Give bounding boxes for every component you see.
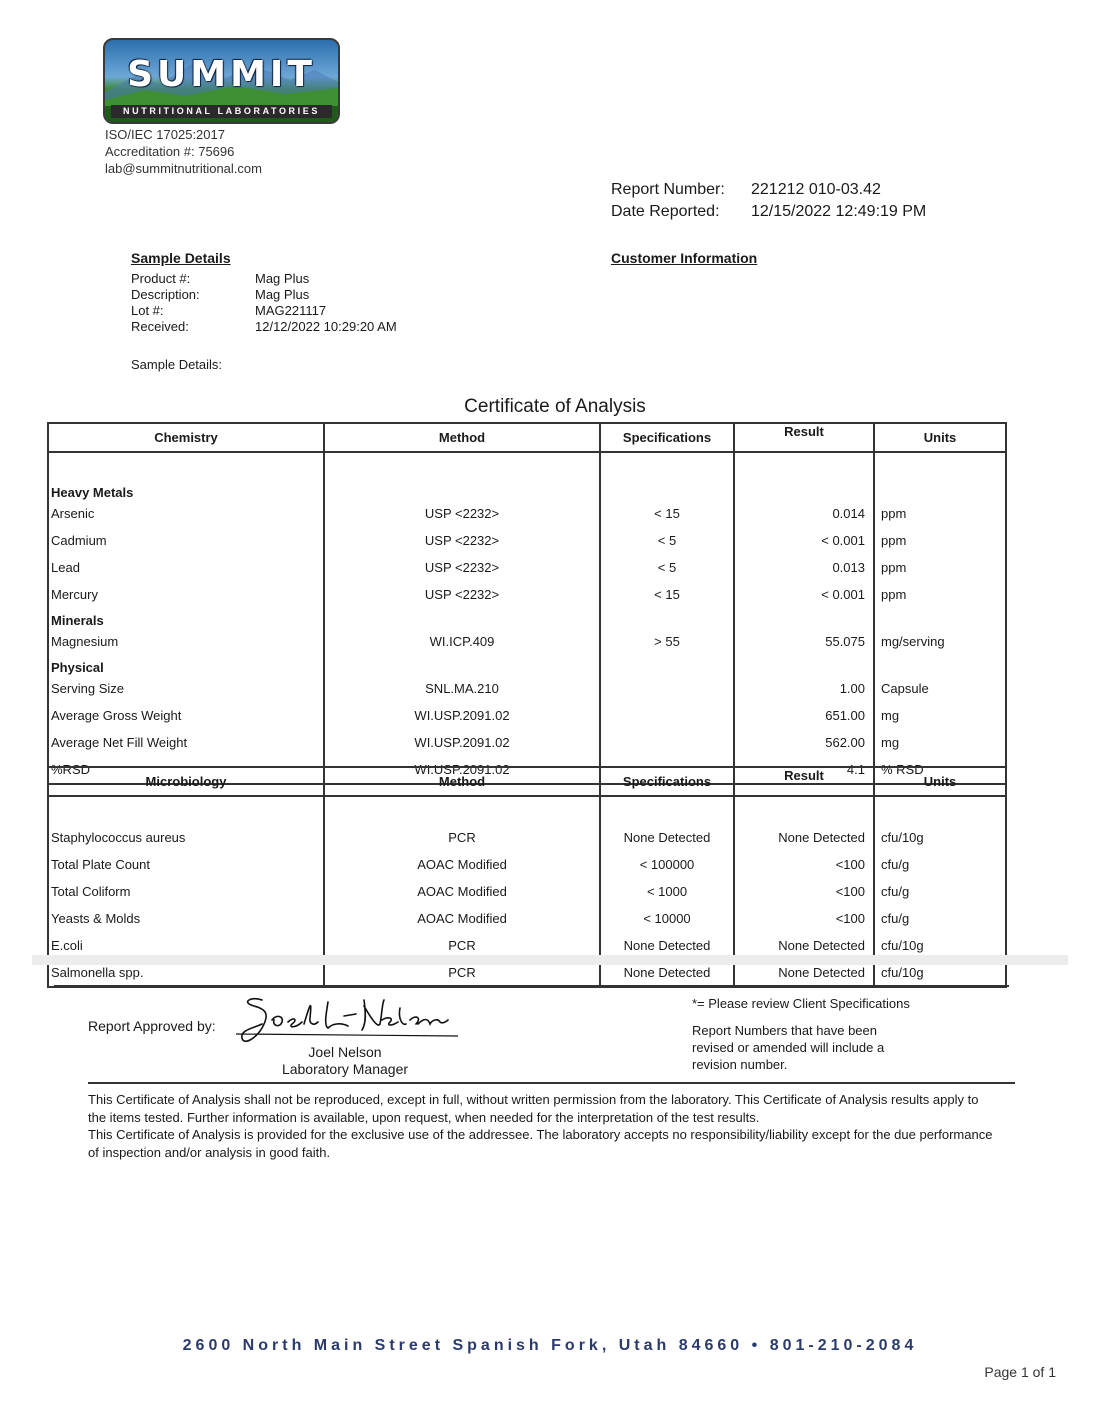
analyte-cell: Cadmium — [48, 527, 324, 554]
table-row — [48, 581, 1006, 608]
table-row — [48, 851, 1006, 878]
method-cell: USP <2232> — [324, 581, 600, 608]
result-cell: < 0.001 — [734, 527, 874, 554]
col-header-method: Method — [324, 423, 600, 452]
table-row — [48, 905, 1006, 932]
sample-label: Received: — [131, 319, 189, 334]
method-cell: USP <2232> — [324, 554, 600, 581]
method-cell: AOAC Modified — [324, 851, 600, 878]
spec-cell: < 15 — [600, 581, 734, 608]
units-cell: Capsule — [874, 675, 1006, 702]
spec-cell: > 55 — [600, 628, 734, 655]
sample-row — [131, 319, 397, 335]
lab-email: lab@summitnutritional.com — [105, 161, 262, 176]
empty-cell — [734, 480, 874, 500]
sample-label: Description: — [131, 287, 200, 302]
sample-value: 12/12/2022 10:29:20 AM — [255, 319, 397, 334]
divider-line — [54, 985, 1009, 987]
method-cell: PCR — [324, 824, 600, 851]
units-cell: mg — [874, 702, 1006, 729]
units-cell: cfu/g — [874, 905, 1006, 932]
result-cell: <100 — [734, 905, 874, 932]
table-row — [48, 675, 1006, 702]
table-row — [48, 527, 1006, 554]
category-label: Minerals — [48, 608, 324, 628]
analyte-cell: Arsenic — [48, 500, 324, 527]
spec-cell: None Detected — [600, 824, 734, 851]
units-cell: % RSD — [874, 756, 1006, 784]
col-header-analyte: Chemistry — [48, 423, 324, 452]
method-cell: USP <2232> — [324, 500, 600, 527]
sample-row — [131, 303, 397, 319]
table-row — [48, 628, 1006, 655]
result-cell: 562.00 — [734, 729, 874, 756]
result-cell: <100 — [734, 851, 874, 878]
lab-info — [105, 126, 262, 177]
sample-row — [131, 271, 397, 287]
units-cell: cfu/10g — [874, 932, 1006, 959]
result-cell: 1.00 — [734, 675, 874, 702]
spec-cell: < 100000 — [600, 851, 734, 878]
approver-name: Joel Nelson — [308, 1044, 382, 1060]
header-spacer — [48, 796, 1006, 824]
empty-cell — [600, 480, 734, 500]
sample-details-label: Sample Details: — [131, 357, 223, 372]
approver-block — [232, 1044, 458, 1078]
col-header-result: Result — [734, 767, 874, 796]
chemistry-table — [47, 422, 1007, 785]
table-row — [48, 554, 1006, 581]
units-cell: cfu/10g — [874, 824, 1006, 851]
result-cell: 0.014 — [734, 500, 874, 527]
page-number: Page 1 of 1 — [984, 1364, 1056, 1380]
result-cell: None Detected — [734, 959, 874, 987]
disclaimer-paragraph: This Certificate of Analysis shall not be reproduced, except in full, without written permission from the laboratory. This Certificate of Analysis results apply to the items tested. Further information is available, upon request, when needed for the interpretation of the test results. — [88, 1092, 979, 1125]
method-cell: WI.USP.2091.02 — [324, 702, 600, 729]
method-cell: WI.USP.2091.02 — [324, 729, 600, 756]
spec-cell: < 10000 — [600, 905, 734, 932]
result-cell: 0.013 — [734, 554, 874, 581]
analyte-cell: Magnesium — [48, 628, 324, 655]
date-reported: 12/15/2022 12:49:19 PM — [751, 203, 927, 220]
approver-role: Laboratory Manager — [281, 1061, 409, 1077]
table-header-row — [48, 423, 1006, 452]
analyte-cell: Yeasts & Molds — [48, 905, 324, 932]
spec-cell: None Detected — [600, 959, 734, 987]
analyte-cell: Average Gross Weight — [48, 702, 324, 729]
result-cell: 4.1 — [734, 756, 874, 784]
units-cell: ppm — [874, 581, 1006, 608]
approval-notes — [692, 995, 917, 1073]
analyte-cell: E.coli — [48, 932, 324, 959]
spec-cell: < 1000 — [600, 878, 734, 905]
col-header-method: Method — [324, 767, 600, 796]
sample-details-table — [131, 271, 397, 335]
method-cell: USP <2232> — [324, 527, 600, 554]
analyte-cell: Total Coliform — [48, 878, 324, 905]
analyte-cell: Staphylococcus aureus — [48, 824, 324, 851]
method-cell: PCR — [324, 932, 600, 959]
category-row — [48, 655, 1006, 675]
sample-label: Product #: — [131, 271, 191, 286]
table-header-row — [48, 767, 1006, 796]
sample-value: Mag Plus — [255, 287, 310, 302]
analyte-cell: Serving Size — [48, 675, 324, 702]
disclaimer-paragraph: This Certificate of Analysis is provided for the exclusive use of the addressee. The laboratory accepts no responsibility/liability except for the due performance of inspection and/or analysis in good faith. — [88, 1127, 993, 1160]
empty-cell — [874, 655, 1006, 675]
empty-cell — [600, 655, 734, 675]
page-title: Certificate of Analysis — [464, 396, 646, 417]
report-number: 221212 010-03.42 — [751, 181, 881, 198]
col-header-units: Units — [874, 423, 1006, 452]
lab-logo — [103, 38, 340, 124]
col-header-analyte: Microbiology — [48, 767, 324, 796]
spec-cell: < 15 — [600, 500, 734, 527]
iso-line: ISO/IEC 17025:2017 — [105, 127, 225, 142]
empty-cell — [600, 608, 734, 628]
col-header-units: Units — [874, 767, 1006, 796]
spec-cell — [600, 675, 734, 702]
result-cell: None Detected — [734, 932, 874, 959]
logo-wordmark: SUMMIT — [127, 54, 316, 95]
method-cell: WI.ICP.409 — [324, 628, 600, 655]
category-label: Physical — [48, 655, 324, 675]
accreditation-line: Accreditation #: 75696 — [105, 144, 235, 159]
col-header-spec: Specifications — [600, 767, 734, 796]
client-spec-note: *= Please review Client Specifications — [692, 996, 910, 1011]
analyte-cell: %RSD — [48, 756, 324, 784]
signature-image — [232, 994, 462, 1048]
sample-value: Mag Plus — [255, 271, 310, 286]
analyte-cell: Mercury — [48, 581, 324, 608]
spec-cell: None Detected — [600, 932, 734, 959]
separator-band — [32, 955, 1068, 965]
result-cell: None Detected — [734, 824, 874, 851]
units-cell: ppm — [874, 554, 1006, 581]
result-cell: <100 — [734, 878, 874, 905]
units-cell: ppm — [874, 500, 1006, 527]
approval-label: Report Approved by: — [88, 1018, 216, 1034]
spec-cell — [600, 729, 734, 756]
result-cell: < 0.001 — [734, 581, 874, 608]
revision-note: Report Numbers that have been revised or amended will include a revision number. — [692, 1023, 885, 1072]
sample-value: MAG221117 — [255, 303, 327, 318]
analyte-cell: Lead — [48, 554, 324, 581]
spec-cell: < 5 — [600, 554, 734, 581]
units-cell: cfu/g — [874, 878, 1006, 905]
method-cell: PCR — [324, 959, 600, 987]
table-row — [48, 702, 1006, 729]
sample-label: Lot #: — [131, 303, 164, 318]
logo-subtitle: NUTRITIONAL LABORATORIES — [111, 105, 332, 118]
empty-cell — [734, 655, 874, 675]
date-reported-label: Date Reported: — [611, 203, 720, 220]
empty-cell — [874, 608, 1006, 628]
empty-cell — [324, 480, 600, 500]
category-row — [48, 480, 1006, 500]
table-row — [48, 824, 1006, 851]
analyte-cell: Average Net Fill Weight — [48, 729, 324, 756]
header-spacer — [48, 452, 1006, 480]
empty-cell — [324, 608, 600, 628]
disclaimer — [88, 1091, 998, 1161]
table-row — [48, 500, 1006, 527]
report-number-label: Report Number: — [611, 181, 725, 198]
col-header-result: Result — [734, 423, 874, 452]
analyte-cell: Salmonella spp. — [48, 959, 324, 987]
category-row — [48, 608, 1006, 628]
report-header — [611, 179, 926, 223]
method-cell: AOAC Modified — [324, 905, 600, 932]
units-cell: ppm — [874, 527, 1006, 554]
analyte-cell: Total Plate Count — [48, 851, 324, 878]
units-cell: mg/serving — [874, 628, 1006, 655]
table-row — [48, 878, 1006, 905]
method-cell: SNL.MA.210 — [324, 675, 600, 702]
empty-cell — [324, 655, 600, 675]
units-cell: cfu/g — [874, 851, 1006, 878]
table-row — [48, 729, 1006, 756]
result-cell: 651.00 — [734, 702, 874, 729]
sample-row — [131, 287, 397, 303]
units-cell: cfu/10g — [874, 959, 1006, 987]
method-cell: AOAC Modified — [324, 878, 600, 905]
empty-cell — [874, 480, 1006, 500]
spec-cell — [600, 702, 734, 729]
spec-cell: < 5 — [600, 527, 734, 554]
units-cell: mg — [874, 729, 1006, 756]
category-label: Heavy Metals — [48, 480, 324, 500]
divider-line — [88, 1082, 1015, 1084]
empty-cell — [734, 608, 874, 628]
footer-address: 2600 North Main Street Spanish Fork, Utah 84660 • 801-210-2084 — [182, 1337, 918, 1354]
method-cell: WI.USP.2091.02 — [324, 756, 600, 784]
col-header-spec: Specifications — [600, 423, 734, 452]
customer-info-heading: Customer Information — [611, 250, 758, 266]
result-cell: 55.075 — [734, 628, 874, 655]
sample-details-heading: Sample Details — [131, 250, 231, 266]
